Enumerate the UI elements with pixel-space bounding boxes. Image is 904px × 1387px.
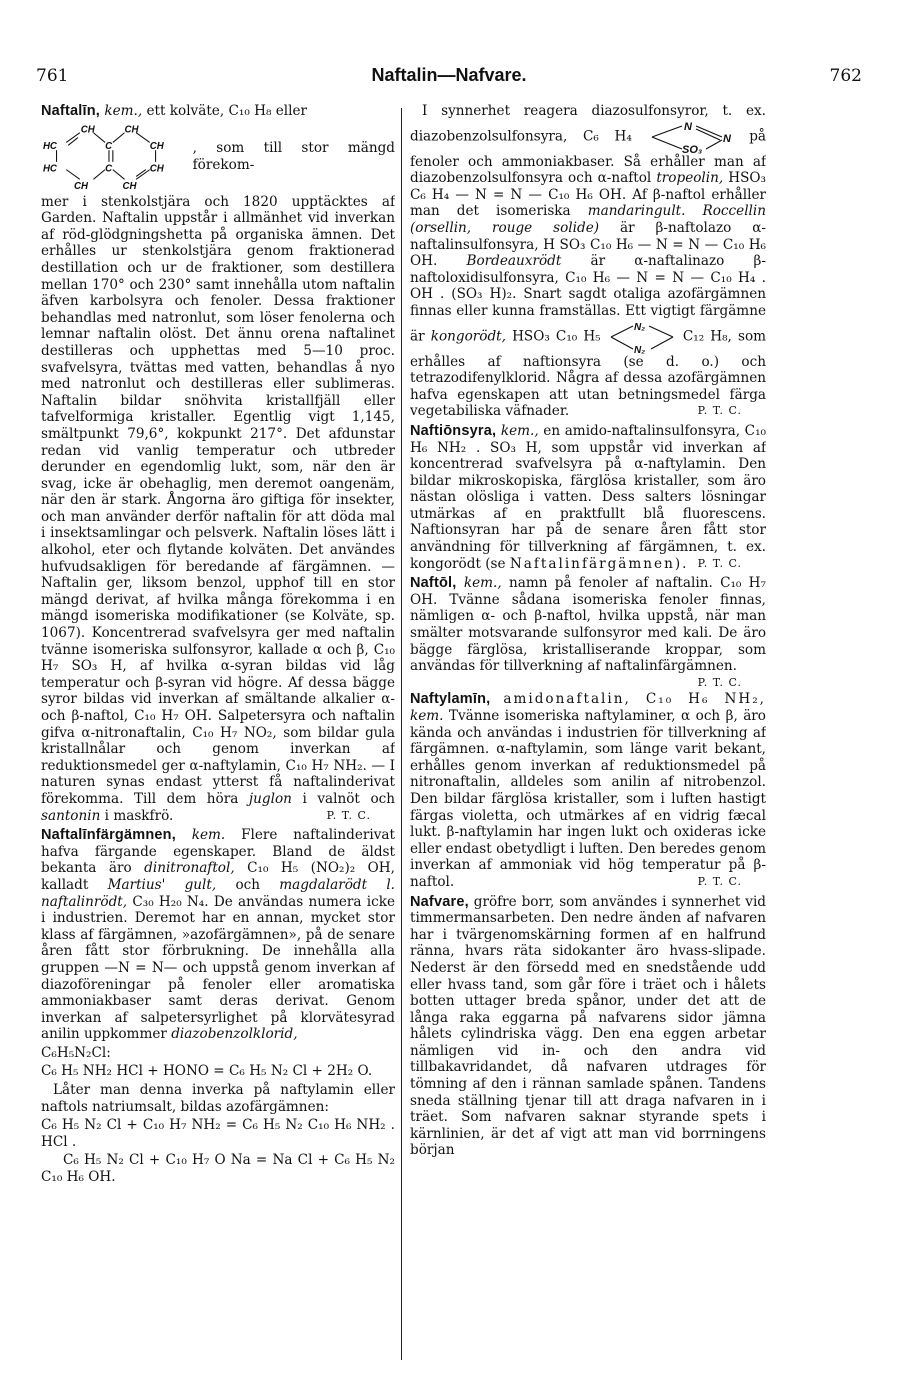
signature: P. T. C. xyxy=(697,556,742,570)
naftalin-lead: ett kolväte, C₁₀ H₈ eller xyxy=(146,103,308,119)
diazo-sulfon-ring xyxy=(648,120,734,154)
running-title: Naftalin—Nafvare. xyxy=(371,65,527,85)
signature: P. T. C. xyxy=(326,808,371,822)
cont-body-2: på fenoler och ammoniakbaser. Så erhåller man af diazobenzolsulfonsyra och α-naftol xyxy=(410,128,766,187)
word-och: och xyxy=(235,876,261,893)
right-column xyxy=(410,103,766,1363)
abbrev-kem: kem., xyxy=(463,575,502,592)
term-kongorodt: kongorödt, xyxy=(430,328,506,345)
ring-n-top: N xyxy=(683,120,692,133)
abbrev-kem: kem., xyxy=(500,422,539,439)
signature: P. T. C. xyxy=(697,874,742,888)
label-ch-top-left: CH xyxy=(80,124,95,136)
cont-body-4: är β-naftolazo α-naftalinsulfonsyra, H SO₃ C₁₀ H₆ — N = N — C₁₀ H₆ OH. xyxy=(410,219,766,270)
term-juglon: juglon xyxy=(248,790,292,807)
naphthalene-ring-diagram xyxy=(41,122,187,192)
headword-naftionsyra: Naftiōnsyra, xyxy=(410,422,497,439)
term-diazobenzolklorid: diazobenzolklorid, xyxy=(171,1026,298,1043)
entry-naftionsyra xyxy=(410,423,766,572)
label-ch-bottom-right: CH xyxy=(149,163,164,175)
term-magdalarodt: magdalarödt xyxy=(279,876,368,893)
naftalin-juglon-tail: i valnöt och xyxy=(302,790,395,807)
formula-4: C₆ H₅ N₂ Cl + C₁₀ H₇ O Na = Na Cl + C₆ H₅ N₂ C₁₀ H₆ OH. xyxy=(41,1152,395,1186)
naftalin-after-structure: , som till stor mängd förekom- xyxy=(192,140,395,173)
kongo-n2-bottom: N₂ xyxy=(633,344,645,354)
label-hc-left: HC xyxy=(42,140,57,152)
cont-body-7: HSO₃ C₁₀ H₅ xyxy=(512,328,601,345)
naftalinfargamnen-body-2: C₁₀ H₅ (NO₂)₂ OH, kalladt xyxy=(41,860,395,893)
entry-naftol xyxy=(410,575,766,689)
nafvare-body: gröfre borr, som användes i synnerhet vid timmermansarbeten. Den nedre änden af nafvaren har i tvärgenomskärning formen af en halfrund ränna, hvars räta sidokanter äro hvass-slipade. Nederst är den försedd med en snedstående udd eller hvass tand, som går före i träet och i hålets botten uttager breda spånor, under det att de långa raka eggarna på nafvarens sidor jämna hålets cylindriska vägg. Den ena eggen arbetar nämligen vid in- och den andra vid tillbakavridandet, då nafvaren utdrages för tömning af den i rännan samlade spånen. Tandens sneda ställning tjenar till att draga nafvaren in i träet. Som nafvaren saknar styrande spets i kärnlinien, är det af vigt att man vid borrningens början xyxy=(410,893,766,1159)
page-header xyxy=(36,66,862,96)
term-tropeolin: tropeolin, xyxy=(656,170,724,187)
abbrev-kem: kem. xyxy=(410,708,444,724)
formula-2: C₆ H₅ NH₂ HCl + HONO = C₆ H₅ N₂ Cl + 2H₂ O. xyxy=(41,1063,373,1080)
formula-1: C₆H₅N₂Cl: xyxy=(41,1044,111,1061)
kongo-ring xyxy=(607,320,677,354)
headword-naftalinfargamnen: Naftalīnfärgämnen, xyxy=(41,827,176,844)
formula-3: C₆ H₅ N₂ Cl + C₁₀ H₇ NH₂ = C₆ H₅ N₂ C₁₀ H₆ NH₂ . HCl . xyxy=(41,1117,395,1150)
term-naftalinrodt: l. naftalinrödt, xyxy=(41,876,395,910)
cont-body-3: HSO₃ C₆ H₄ — N = N — C₁₀ H₆ OH. Af β-naftol erhåller man det isomeriska xyxy=(410,170,766,220)
naftalinfargamnen-body-4: C₃₀ H₂₀ N₄. De användas numera icke i industrien. Deremot har en annan, mycket stor klass af färgämnen, »azofärgämnen», på de senare åren fått stor förbrukning. De innehålla alla gruppen —N = N— och uppstå genom inverkan af diazoföreningar på fenoler eller aromatiska ammoniakbaser samt deras derivat. Genom inverkan af salpetersyrlighet på klorvätesyrad anilin uppkommer xyxy=(41,893,395,1043)
label-ch-top-right: CH xyxy=(124,124,139,136)
naftionsyra-body: en amido-naftalinsulfonsyra, C₁₀ H₆ NH₂ . SO₃ H, som uppstår vid inverkan af koncentrerad svafvelsyra på α-naftylamin. Den bildar mikroskopiska, färglösa kristaller, som äro nästan olösliga i vatten. Dess salters lösningar utmärkas af en praktfullt blå fluorescens. Naftionsyran har på de senare åren fått stor användning för tillverkning af färgämnen, t. ex. kongorödt (se xyxy=(410,422,766,572)
signature: P. T. C. xyxy=(697,675,742,689)
headword-naftalin: Naftalīn, xyxy=(41,103,100,119)
ref-naftalinfargamnen: Naftalinfärgämnen). xyxy=(509,555,689,572)
label-c-bottom: C xyxy=(105,163,113,175)
naftalinfargamnen-body-1: Flere naftalinderivat hafva färgande egenskaper. Bland de äldst bekanta äro xyxy=(41,827,395,877)
term-martius: Martius' gult, xyxy=(107,876,217,893)
naftalin-tail: i maskfrö. xyxy=(104,807,174,824)
abbrev-kem: kem., xyxy=(104,103,143,119)
naphthalene-structure xyxy=(41,122,395,192)
cont-body-6: färgämne är xyxy=(410,302,766,345)
kongo-n2-top: N₂ xyxy=(633,321,645,333)
left-column xyxy=(41,103,395,1363)
label-hc-bottom-left: HC xyxy=(42,163,57,175)
entry-naftylamin xyxy=(410,691,766,890)
naftylamin-body: Tvänne isomeriska naftylaminer, α och β, äro kända och användas i industrien för tillverkning af färgämnen. α-naftylamin, som länge varit bekant, erhålles genom inverkan af reduktionsmedel på nitronaftalin, alldeles som anilin af nitrobenzol. Den bildar färglösa kristaller, som i luften hastigt färgas violetta, och utmärkes af en vidrig fæcal lukt. β-naftylamin har ingen lukt och oxideras icke eller endast obetydligt i luften. Den beredes genom inverkan af ammoniak vid hög temperatur på β-naftol. xyxy=(410,708,766,890)
label-ch-right: CH xyxy=(149,140,164,152)
entry-continuation xyxy=(410,103,766,420)
abbrev-kem: kem. xyxy=(191,827,226,844)
naftylamin-lead: amidonaftalin, C₁₀ H₆ NH₂, xyxy=(503,691,766,708)
page-number-right: 762 xyxy=(829,66,862,86)
headword-naftylamin: Naftylamīn, xyxy=(410,691,491,708)
term-roccellin: Roccellin (orsellin, rouge solide) xyxy=(410,203,766,236)
label-c-top: C xyxy=(105,140,113,152)
term-mandaringult: mandaringult. xyxy=(587,203,686,220)
naftol-body: namn på fenoler af naftalin. C₁₀ H₇ OH. Tvänne sådana isomeriska fenoler finnas, nämligen α- och β-naftol, hvilka uppstå, när man smälter motsvarande sulfonsyror med kali. De äro bägge färglösa, kristalliserande kroppar, som användas för tillverkning af naftalinfärgämnen. xyxy=(410,575,766,675)
column-divider xyxy=(401,108,402,1360)
headword-naftol: Naftōl, xyxy=(410,575,457,592)
signature: P. T. C. xyxy=(697,404,742,418)
term-santonin: santonin xyxy=(41,807,101,824)
naftalin-body: mer i stenkolstjära och 1820 upptäcktes af Garden. Naftalin uppstår i allmänhet vid inverkan af röd-glödgningshetta på organiska ämnen. Det erhålles ur stenkolstjära genom fraktionerad destillation och ur de fraktioner, som destillera mellan 170° och 230° samt innehålla utom naftalin äfven karbolsyra och fenoler. Dessa fraktioner behandlas med natronlut, som löser fenolerna och lemnar naftalin olöst. Det ännu orena naftalinet destilleras och upphettas med 5—10 proc. svafvelsyra, tvättas med vatten, behandlas å nyo med natronlut och destilleras eller sublimeras. Naftalin bildar snöhvita kristallfjäll eller tafvelformiga kristaller. Egentlig vigt 1,145, smältpunkt 79,6°, kokpunkt 217°. Det afdunstar redan vid vanlig temperatur och utbreder derunder en egendomlig lukt, som, när den är svag, icke är obehaglig, men deremot oangenäm, när den är stark. Ångorna äro giftiga för insekter, och man använder derför naftalin för att döda mal i insektsamlingar och pelsverk. Naftalin löses lätt i alkohol, eter och flytande kolväten. Det användes hufvudsakligen för beredande af färgämnen. — Naftalin ger, liksom benzol, upphof till en stor mängd derivat, af hvilka många förekomma i en mängd isomeriska modifikationer (se Kolväte, sp. 1067). Koncentrerad svafvelsyra ger med naftalin tvänne isomeriska sulfonsyror, kallade α och β, C₁₀ H₇ SO₃ H, af hvilka α-syran bildas vid låg temperatur och β-syran vid högre. Af dessa bägge syror bildas vid inverkan af smältande alkalier α- och β-naftol, C₁₀ H₇ OH. Salpetersyra och naftalin gifva α-nitronaftalin, C₁₀ H₇ NO₂, som bildar gula kristallnålar och genom inverkan af reduktionsmedel ger α-naftylamin, C₁₀ H₇ NH₂. — I naturen synas endast ytterst få naftalinderivat förekomma. Till dem höra xyxy=(41,193,395,807)
naftalinfargamnen-body-5: Låter man denna inverka på naftylamin eller naftols natriumsalt, bildas azofärgämnen: xyxy=(41,1082,395,1115)
headword-nafvare: Nafvare, xyxy=(410,893,469,910)
ring-n-right: N xyxy=(722,132,731,145)
label-ch-bottom-left: CH xyxy=(74,180,89,192)
entry-naftalinfargamnen xyxy=(41,827,395,1185)
cont-body-5: är α-naftalinazo β-naftoloxidisulfonsyra, C₁₀ H₆ — N = N — C₁₀ H₄ . OH . (SO₃ H)₂. Snart sagdt otaliga azofärgämnen finnas eller kunna framställas. Ett vigtigt xyxy=(410,253,766,319)
entry-nafvare xyxy=(410,894,766,1160)
ring-so3: SO₃ xyxy=(681,143,702,154)
cont-body-8: C₁₂ H₈, som erhålles af naftionsyra (se d. o.) och tetrazodifenylklorid. Några af dessa azofärgämnen hafva egenskapen att utan betningsmedel färga vegetabiliska väfnader. xyxy=(410,328,766,420)
term-bordeauxrodt: Bordeauxrödt xyxy=(466,253,562,270)
cont-body-1: I synnerhet reagera diazosulfonsyror, t. ex. diazobenzolsulfonsyra, C₆ H₄ xyxy=(410,103,766,145)
page-number-left: 761 xyxy=(36,66,69,86)
label-ch-bottom-mid: CH xyxy=(122,180,137,192)
term-dinitronaftol: dinitronaftol, xyxy=(144,860,235,877)
entry-naftalin xyxy=(41,103,395,824)
